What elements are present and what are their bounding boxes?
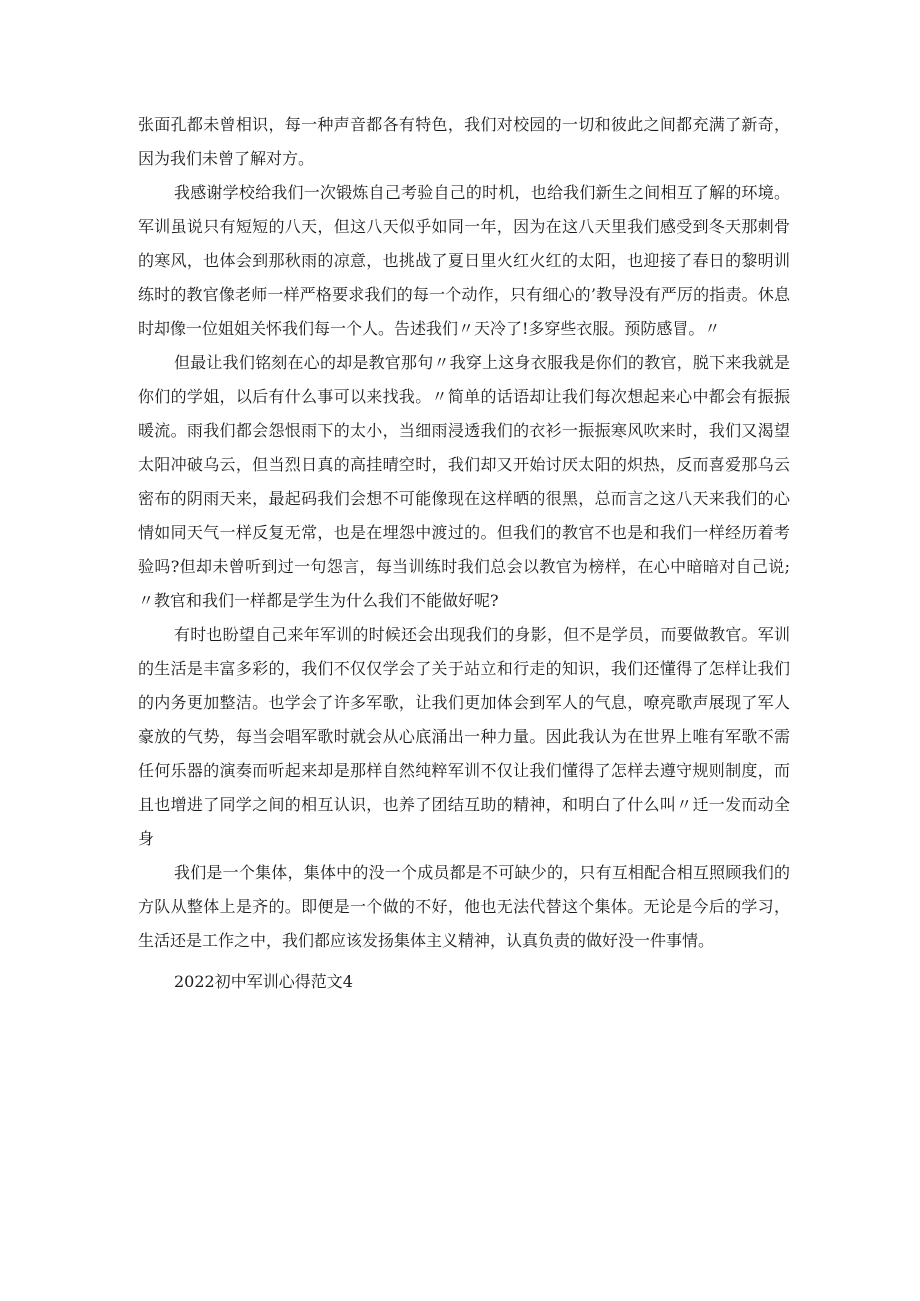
paragraph-5: 我们是一个集体，集体中的没一个成员都是不可缺少的，只有互相配合相互照顾我们的方队从整体上是齐的。即便是一个做的不好，他也无法代替这个集体。无论是今后的学习，生活还是工作之中，我们都应该发扬集体主义精神，认真负责的做好没一件事情。 <box>138 863 790 950</box>
paragraph-4: 有时也盼望自己来年军训的时候还会出现我们的身影，但不是学员，而要做教官。军训的生活是丰富多彩的，我们不仅仅学会了关于站立和行走的知识，我们还懂得了怎样让我们的内务更加整洁。也学会了许多军歌，让我们更加体会到军人的气息，嘹亮歌声展现了军人豪放的气势，每当会唱军歌时就会从心底涌出一种力量。因此我认为在世界上唯有军歌不需任何乐器的演奏而听起来却是那样自然纯粹军训不仅让我们懂得了怎样去遵守规则制度，而且也增进了同学之间的相互认识，也养了团结互助的精神，和明白了什么叫〃迁一发而动全身 <box>138 625 790 848</box>
paragraph-1: 张面孔都未曾相识，每一种声音都各有特色，我们对校园的一切和彼此之间都充满了新奇，因为我们未曾了解对方。 <box>138 115 790 168</box>
paragraph-2: 我感谢学校给我们一次锻炼自己考验自己的时机，也给我们新生之间相互了解的环境。军训虽说只有短短的八天，但这八天似乎如同一年，因为在这八天里我们感受到冬天那刺骨的寒风，也体会到那秋雨的凉意，也挑战了夏日里火红火红的太阳，也迎接了春日的黎明训练时的教官像老师一样严格要求我们的每一个动作，只有细心的’教导没有严厉的指责。休息时却像一位姐姐关怀我们每一个人。告述我们〃天冷了!多穿些衣服。预防感冒。〃 <box>138 183 790 338</box>
section-heading: 2022初中军训心得范文4 <box>174 972 353 991</box>
paragraph-3: 但最让我们铭刻在心的却是教官那句〃我穿上这身衣服我是你们的教官，脱下来我就是你们的学姐，以后有什么事可以来找我。〃简单的话语却让我们每次想起来心中都会有振振暖流。雨我们都会怨恨雨下的太小，当细雨浸透我们的衣衫一振振寒风吹来时，我们又渴望太阳冲破乌云，但当烈日真的高挂晴空时，我们却又开始讨厌太阳的炽热，反而喜爱那乌云密布的阴雨天来，最起码我们会想不可能像现在这样晒的很黑，总而言之这八天来我们的心情如同天气一样反复无常，也是在埋怨中渡过的。但我们的教官不也是和我们一样经历着考验吗?但却未曾听到过一句怨言，每当训练时我们总会以教官为榜样，在心中暗暗对自己说;〃教官和我们一样都是学生为什么我们不能做好呢? <box>138 353 790 610</box>
document-body <box>138 108 790 999</box>
